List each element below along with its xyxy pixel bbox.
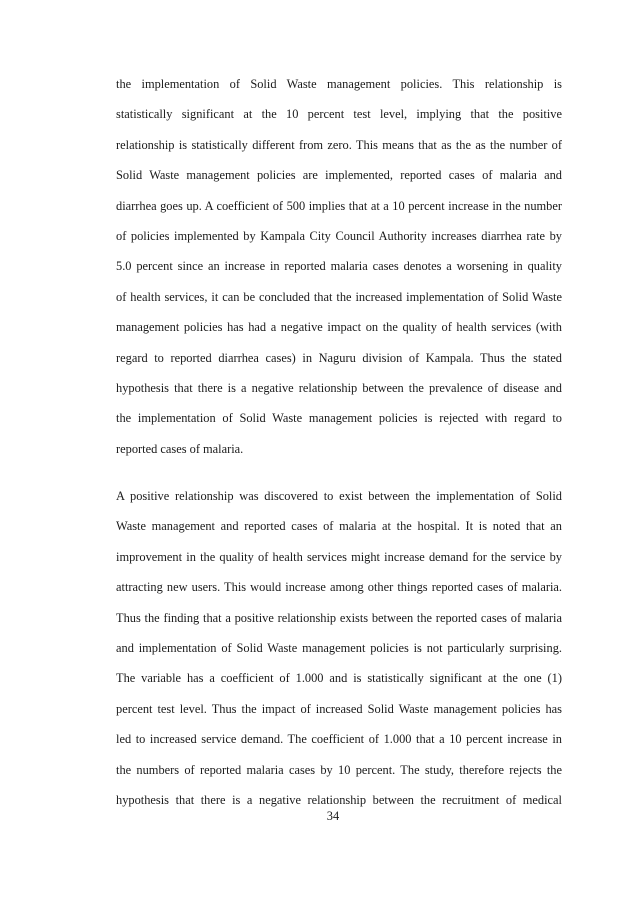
text-line: relationship is statistically different from zero. This means that as the as the number of	[116, 137, 562, 152]
paragraph-2	[116, 481, 562, 815]
text-line: reported cases of malaria.	[116, 441, 244, 456]
text-line: of health services, it can be concluded that the increased implementation of Solid Waste	[116, 289, 562, 304]
text-line: A positive relationship was discovered to exist between the implementation of Solid	[116, 489, 562, 503]
text-line: attracting new users. This would increase among other things reported cases of malaria.	[116, 580, 562, 595]
text-line: led to increased service demand. The coefficient of 1.000 that a 10 percent increase in	[116, 732, 562, 747]
text-line: The variable has a coefficient of 1.000 and is statistically significant at the one (1)	[116, 671, 562, 686]
page-number: 34	[326, 809, 340, 823]
text-line: of policies implemented by Kampala City Council Authority increases diarrhea rate by	[116, 228, 562, 243]
text-line: 5.0 percent since an increase in reported malaria cases denotes a worsening in quality	[116, 259, 562, 274]
text-line: percent test level. Thus the impact of increased Solid Waste management policies has	[116, 701, 562, 716]
text-line: hypothesis that there is a negative relationship between the prevalence of disease and	[116, 380, 562, 395]
text-line: management policies has had a negative impact on the quality of health services (with	[116, 320, 562, 335]
text-line: Solid Waste management policies are implemented, reported cases of malaria and	[116, 168, 562, 183]
text-line: the implementation of Solid Waste management policies is rejected with regard to	[116, 411, 562, 426]
paragraph-1	[116, 69, 562, 464]
text-line: Thus the finding that a positive relationship exists between the reported cases of malaria	[116, 610, 562, 625]
text-line: the implementation of Solid Waste management policies. This relationship is	[116, 77, 562, 91]
text-line: diarrhea goes up. A coefficient of 500 implies that at a 10 percent increase in the number	[116, 198, 562, 213]
text-line: Waste management and reported cases of malaria at the hospital. It is noted that an	[116, 519, 562, 534]
text-line: regard to reported diarrhea cases) in Naguru division of Kampala. Thus the stated	[116, 350, 562, 365]
text-line: hypothesis that there is a negative relationship between the recruitment of medical	[116, 792, 562, 807]
text-line: and implementation of Solid Waste management policies is not particularly surprising.	[116, 640, 562, 655]
text-line: the numbers of reported malaria cases by 10 percent. The study, therefore rejects the	[116, 762, 562, 777]
text-line: improvement in the quality of health services might increase demand for the service by	[116, 549, 562, 564]
text-line: statistically significant at the 10 percent test level, implying that the positive	[116, 107, 562, 122]
